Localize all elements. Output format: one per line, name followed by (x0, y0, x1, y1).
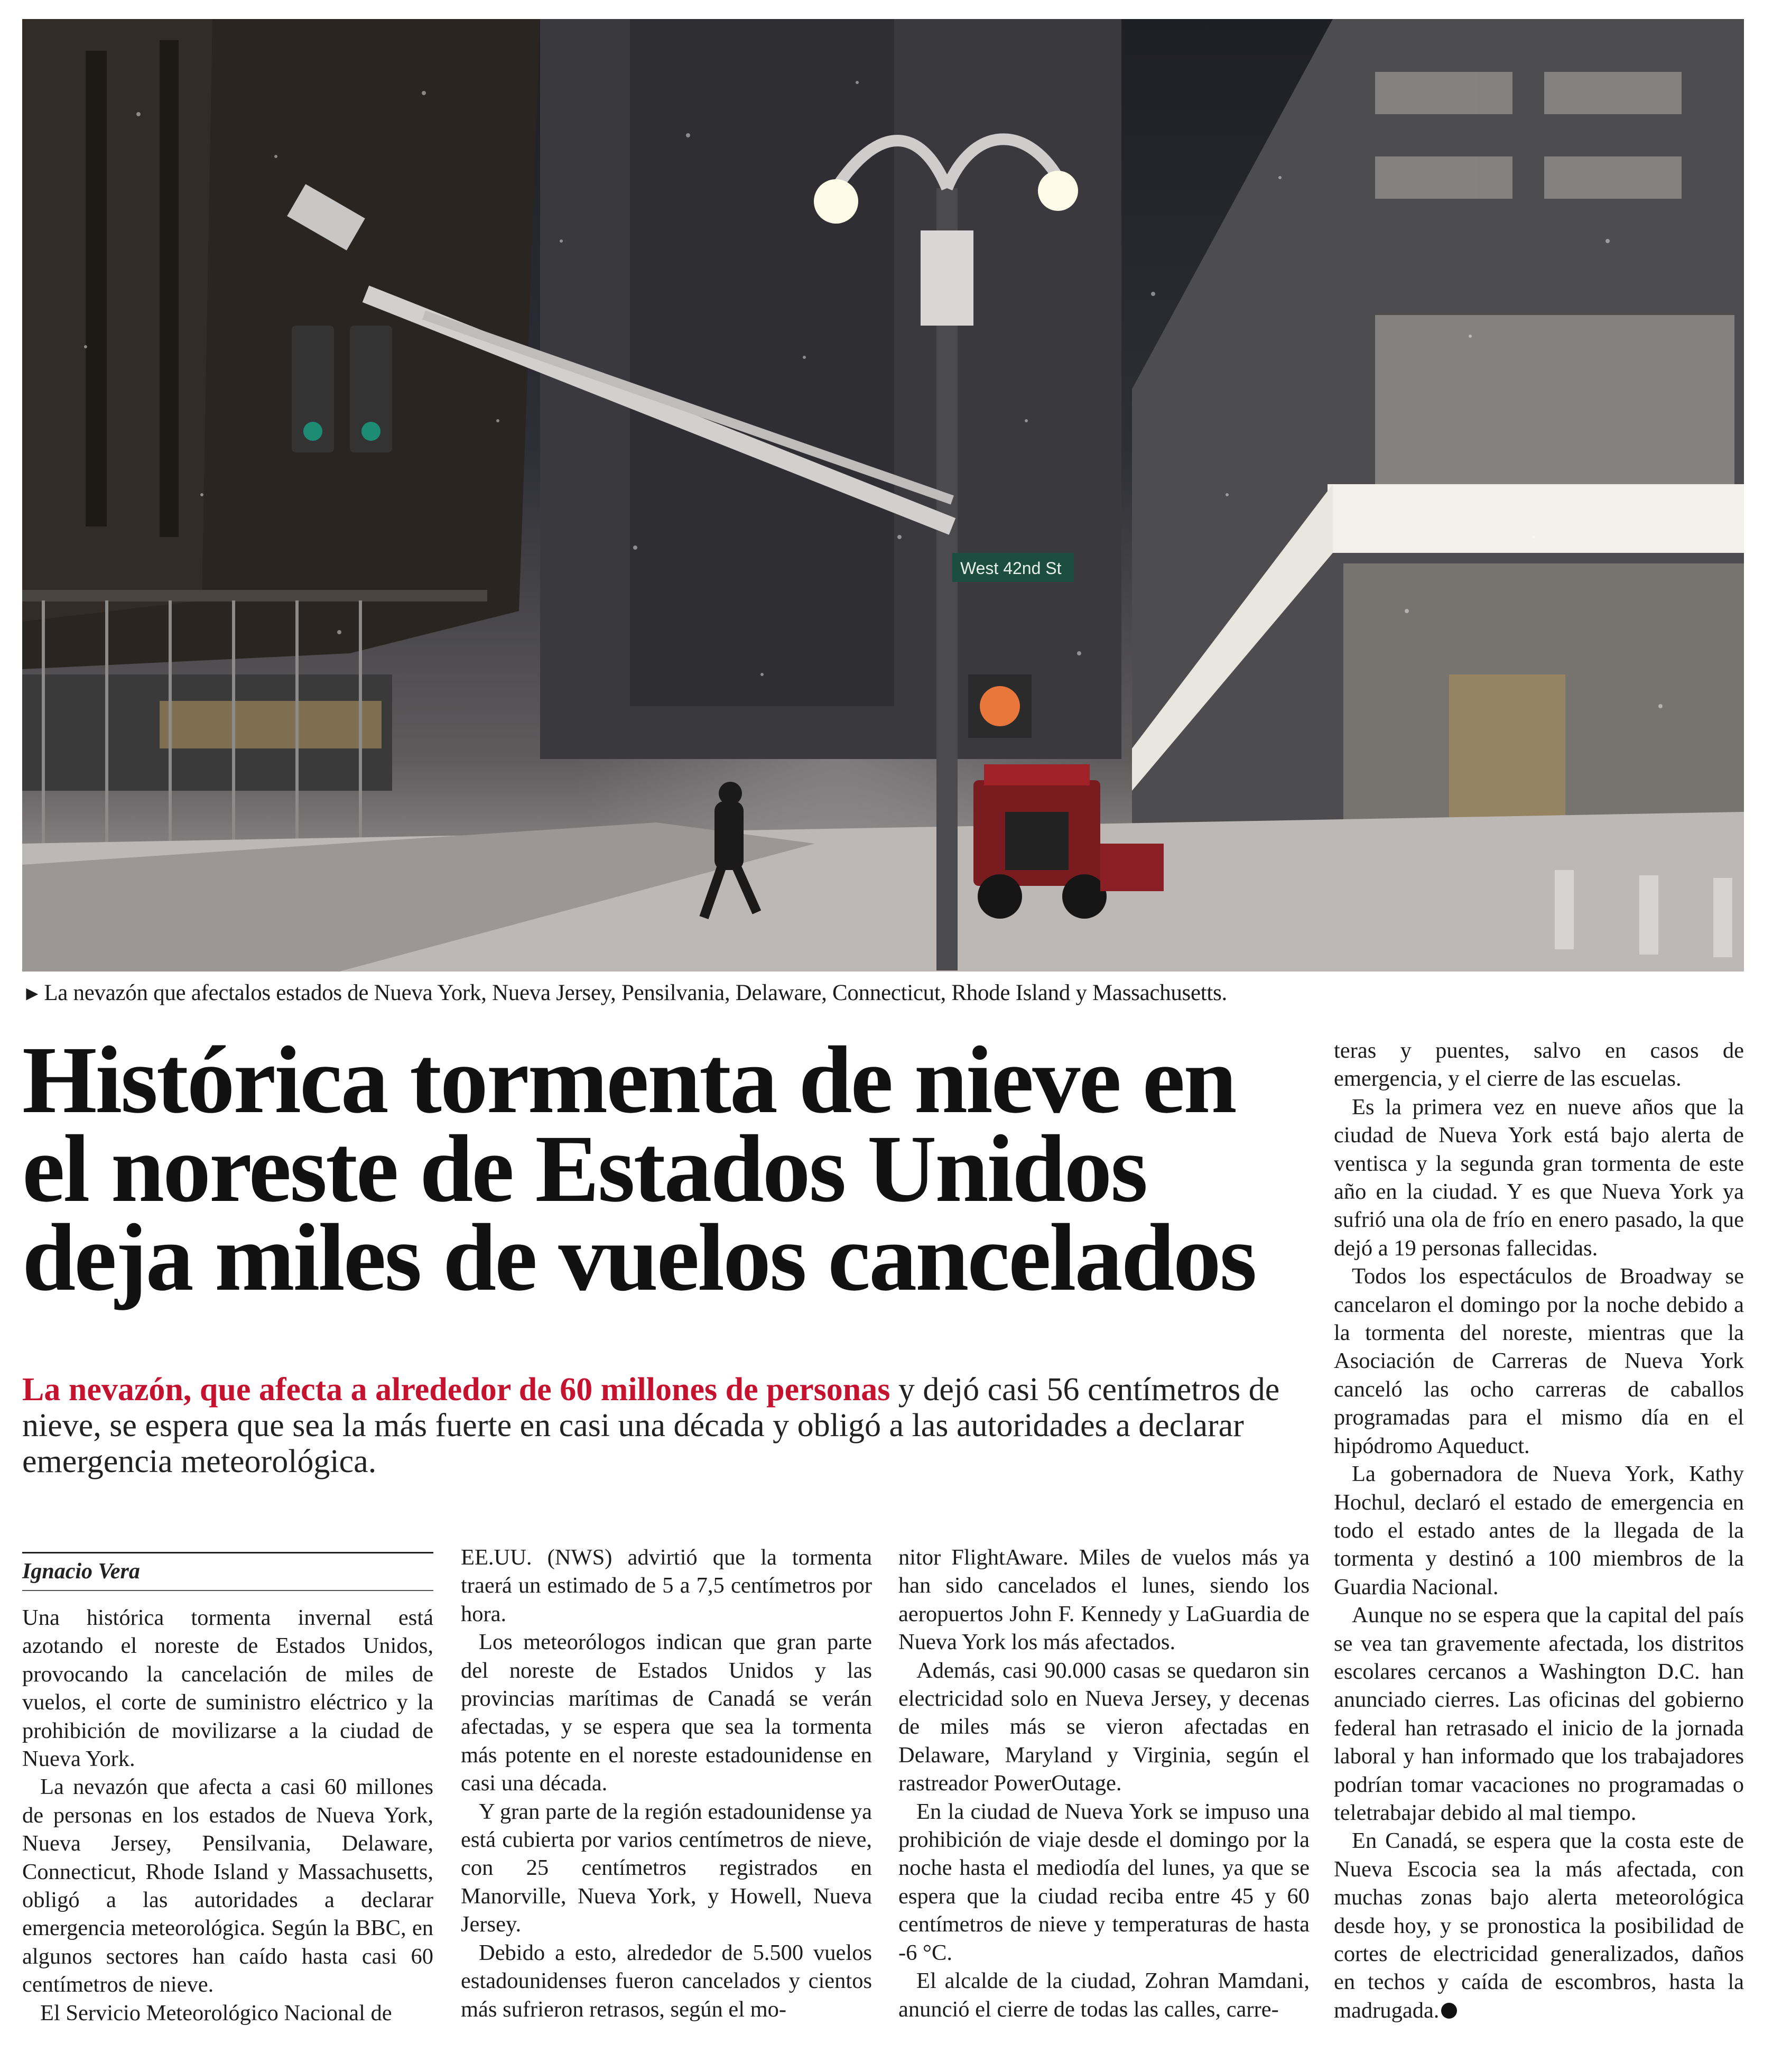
headline: Histórica tormenta de nieve en el noreste de Estados Unidos deja miles de vuelos cancelados (22, 1027, 1256, 1311)
end-of-article-icon (1441, 2003, 1457, 2019)
last-paragraph-text: En Canadá, se espera que la costa este de Nueva Escocia sea la más afectada, con muchas zonas bajo alerta meteorológica desde hoy, y se pronostica la posibilidad de cortes de electricidad generalizados, daños en techos y caída de escombros, hasta la madrugada. (1334, 1828, 1744, 2023)
paragraph: La gobernadora de Nueva York, Kathy Hochul, declaró el estado de emergencia en todo el estado antes de la llegada de la tormenta y destinó a 100 miembros de la Guardia Nacional. (1334, 1462, 1744, 1599)
paragraph: EE.UU. (NWS) advirtió que la tormenta traerá un estimado de 5 a 7,5 centímetros por hora. (461, 1545, 872, 1626)
body-column-3 (898, 1543, 1310, 2023)
paragraph: El alcalde de la ciudad, Zohran Mamdani, anunció el cierre de todas las calles, carre- (898, 1968, 1310, 2022)
byline: Ignacio Vera (22, 1559, 140, 1584)
paragraph: teras y puentes, salvo en casos de emergencia, y el cierre de las escuelas. (1334, 1038, 1744, 1092)
byline-rule-top (22, 1552, 433, 1553)
paragraph: El Servicio Meteorológico Nacional de (40, 2000, 392, 2025)
photo-caption (22, 977, 1744, 1010)
street-sign-text: West 42nd St (960, 559, 1062, 578)
dek-highlight: La nevazón, que afecta a alrededor de 60 millones de personas (22, 1372, 890, 1408)
paragraph: Debido a esto, alrededor de 5.500 vuelos estadounidenses fueron cancelados y cientos más sufrieron retrasos, según el mo- (461, 1940, 872, 2022)
paragraph: Aunque no se espera que la capital del país se vea tan gravemente afectada, los distritos escolares cercanos a Washington D.C. han anunciado cierres. Las oficinas del gobierno federal han retrasado el inicio de la jornada laboral y han informado que los trabajadores podrían tomar vacaciones no programadas o teletrabajar debido al mal tiempo. (1334, 1603, 1744, 1825)
body-column-1 (22, 1604, 433, 2027)
dek (22, 1372, 1301, 1479)
dek-rest: y dejó casi 56 centímetros de nieve, se espera que sea la más fuerte en casi una década y obligó a las autoridades a declarar emergencia meteorológica. (22, 1372, 1280, 1479)
paragraph: La nevazón que afecta a casi 60 millones de personas en los estados de Nueva York, Nueva Jersey, Pensilvania, Delaware, Connecticut, Rhode Island y Massachusetts, obligó a las autoridades a declarar emergencia meteorológica. Según la BBC, en algunos sectores han caído hasta casi 60 centímetros de nieve. (22, 1774, 433, 1997)
body-column-4 (1334, 1037, 1744, 2024)
paragraph: Una histórica tormenta invernal está azotando el noreste de Estados Unidos, provocando la cancelación de miles de vuelos, el corte de suministro eléctrico y la prohibición de movilizarse a la ciudad de Nueva York. (22, 1605, 433, 1772)
paragraph: Es la primera vez en nueve años que la ciudad de Nueva York está bajo alerta de ventisca y la segunda gran tormenta de este año en la ciudad. Y es que Nueva York ya sufrió una ola de frío en enero pasado, la que dejó a 19 personas fallecidas. (1334, 1094, 1744, 1261)
paragraph: Además, casi 90.000 casas se quedaron sin electricidad solo en Nueva Jersey, y decenas de miles más se vieron afectadas en Delaware, Maryland y Virginia, según el rastreador PowerOutage. (898, 1658, 1310, 1796)
photo-caption-text: La nevazón que afectalos estados de Nueva York, Nueva Jersey, Pensilvania, Delaware, Connecticut, Rhode Island y Massachusetts. (44, 980, 1227, 1005)
article-photo (22, 19, 1744, 972)
paragraph: En la ciudad de Nueva York se impuso una prohibición de viaje desde el domingo por la noche hasta el mediodía del lunes, ya que se espera que la ciudad reciba entre 45 y 60 centímetros de nieve y temperaturas de hasta -6 °C. (898, 1799, 1310, 1965)
paragraph: Los meteorólogos indican que gran parte del noreste de Estados Unidos y las provincias marítimas de Canadá se verán afectadas, y se espera que sea la tormenta más potente en el noreste estadounidense en casi una década. (461, 1630, 872, 1796)
body-column-2 (461, 1543, 872, 2023)
paragraph: Todos los espectáculos de Broadway se cancelaron el domingo por la noche debido a la tormenta del noreste, mientras que la Asociación de Carreras de Nueva York canceló las ocho carreras de caballos programadas para el mismo día en el hipódromo Aqueduct. (1334, 1264, 1744, 1458)
caption-arrow-icon: ► (22, 983, 42, 1005)
byline-rule-bottom (22, 1590, 433, 1591)
paragraph: nitor FlightAware. Miles de vuelos más ya han sido cancelados el lunes, siendo los aeropuertos John F. Kennedy y LaGuardia de Nueva York los más afectados. (898, 1545, 1310, 1655)
paragraph: Y gran parte de la región estadounidense ya está cubierta por varios centímetros de nieve, con 25 centímetros registrados en Manorville, Nueva York, y Howell, Nueva Jersey. (461, 1799, 872, 1937)
paragraph (1334, 1827, 1744, 2024)
